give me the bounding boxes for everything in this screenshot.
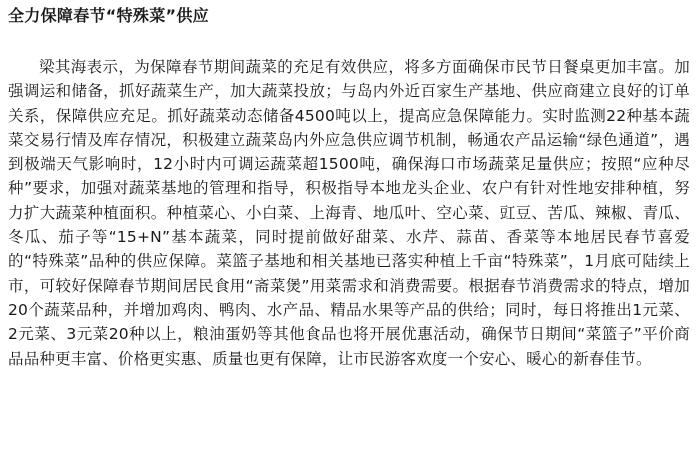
news-article — [8, 0, 690, 371]
article-title: 全力保障春节“特殊菜”供应 — [8, 6, 209, 25]
article-body-paragraph: 梁其海表示，为保障春节期间蔬菜的充足有效供应，将多方面确保市民节日餐桌更加丰富。加强调运和储备，抓好蔬菜生产，加大蔬菜投放；与岛内外近百家生产基地、供应商建立良好的订单关系，保障供应充足。抓好蔬菜动态储备4500吨以上，提高应急保障能力。实时监测22种基本蔬菜交易行情及库存情况，积极建立蔬菜岛内外应急供应调节机制，畅通农产品运输“绿色通道”，遇到极端天气影响时，12小时内可调运蔬菜超1500吨，确保海口市场蔬菜足量供应；按照“应种尽种”要求，加强对蔬菜基地的管理和指导，积极指导本地龙头企业、农户有针对性地安排种植，努力扩大蔬菜种植面积。种植菜心、小白菜、上海青、地瓜叶、空心菜、豇豆、苦瓜、辣椒、青瓜、冬瓜、茄子等“15+N”基本蔬菜，同时提前做好甜菜、水芹、蒜苗、香菜等本地居民春节喜爱的“特殊菜”品种的供应保障。菜篮子基地和相关基地已落实种植上千亩“特殊菜”，1月底可陆续上市，可较好保障春节期间居民食用“斋菜煲”用菜需求和消费需要。根据春节消费需求的特点，增加20个蔬菜品种，并增加鸡肉、鸭肉、水产品、精品水果等产品的供给；同时，每日将推出1元菜、2元菜、3元菜20种以上，粮油蛋奶等其他食品也将开展优惠活动，确保节日期间“菜篮子”平价商品品种更丰富、价格更实惠、质量也更有保障，让市民游客欢度一个安心、暖心的新春佳节。 — [8, 58, 690, 368]
